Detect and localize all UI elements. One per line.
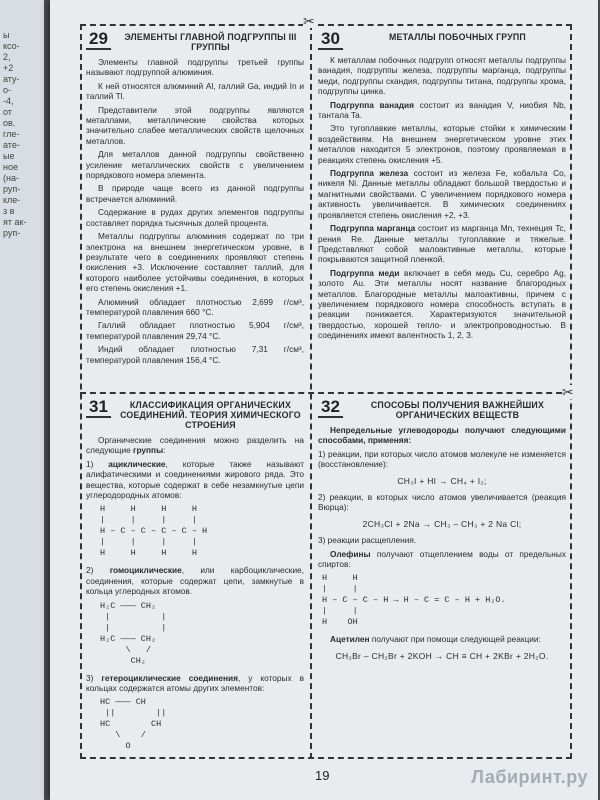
structural-formula: HC ——— CH || || HC CH \ / O <box>100 697 167 752</box>
card-lead: Непредельные углеводороды получают следующими способами, применяя: <box>318 425 566 446</box>
subgroup-text: состоит из железа Fe, кобальта Co, никеля Ni. Данные металлы обладают большой твердостью и магнитными свойствами. С увеличением порядкового номера активность увеличивается. В химических соединениях проявляется степень окисления +2, +3. <box>318 168 566 220</box>
paragraph: Алюминий обладает плотностью 2,699 г/см³, температурой плавления 660 °С. <box>86 296 304 317</box>
card-title: СПОСОБЫ ПОЛУЧЕНИЯ ВАЖНЕЙШИХ ОРГАНИЧЕСКИХ ВЕЩЕСТВ <box>370 400 545 420</box>
paragraph: Элементы главной подгруппы третьей группы называют подгруппой алюминия. <box>86 57 304 78</box>
card-title: КЛАССИФИКАЦИЯ ОРГАНИЧЕСКИХ СОЕДИНЕНИЙ. ТЕОРИЯ ХИМИЧЕСКОГО СТРОЕНИЯ <box>120 400 301 430</box>
subgroup-heading: Подгруппа ванадия <box>330 99 414 110</box>
card-31 <box>86 398 304 754</box>
prev-page-line: +2 <box>3 63 14 73</box>
card-intro: Органические соединения можно разделить на следующие группы: <box>86 435 304 456</box>
list-item: 1) ациклические, которые также называют алифатическими и соединениями жирового ряда. Это вещества, которые содержат в себе незамкнутые цепи углеродородных атомов: <box>86 458 304 501</box>
subgroup-paragraph <box>318 100 566 121</box>
scissors-icon: ✂ <box>562 384 574 400</box>
prev-page-line: гле- <box>3 129 20 139</box>
card-number: 30 <box>318 30 343 50</box>
subgroup-paragraph <box>318 168 566 220</box>
card-32 <box>318 398 566 754</box>
subgroup-heading: Подгруппа железа <box>330 168 409 179</box>
olefins-text: Олефины получают отщеплением воды от предельных спиртов: <box>318 548 566 570</box>
method-item: 1) реакции, при которых число атомов молекуле не изменяется (восстановление): <box>318 448 566 470</box>
subgroup-paragraph <box>318 223 566 265</box>
acetylene-text: Ацетилен получают при помощи следующей реакции: <box>330 634 541 645</box>
subgroup-text: включает в себя медь Cu, серебро Ag, золото Au. Эти металлы носят название благородных металлов. Благородные металлы малоактивны, причем с увеличением порядкового номера способность вступать в реакции понижается. Характеризуются значительной твердостью, хорошей тепло- и электропроводностью. В соединениях имеют валентность 1, 2, 3. <box>318 267 566 341</box>
prev-page-line: ату- <box>3 74 20 84</box>
prev-page-line: ате- <box>3 140 20 150</box>
prev-page-line: руп- <box>3 228 21 238</box>
paragraph: Содержание в рудах других элементов подгруппы составляет порядка тысячных долей процента. <box>86 207 304 228</box>
card-title: ЭЛЕМЕНТЫ ГЛАВНОЙ ПОДГРУППЫ III ГРУППЫ <box>124 32 297 52</box>
card-29 <box>86 30 304 386</box>
paragraph: В природе чаще всего из данной подгруппы встречается алюминий. <box>86 183 304 204</box>
prev-page-line: ые <box>3 151 15 161</box>
card-title: МЕТАЛЛЫ ПОБОЧНЫХ ГРУПП <box>389 32 526 42</box>
subgroup-paragraph <box>318 268 566 341</box>
horizontal-cut-line <box>80 392 572 394</box>
list-item: 3) гетероциклические соединения, у которых в кольцах содержатся атомы других элементов: <box>86 672 304 694</box>
card-intro: К металлам побочных подгрупп относят металлы подгруппы ванадия, подгруппы железа, подгруппы марганца, подгруппы меди, подгруппы скандия, подгруппы титана, подгруппы хрома, подгруппы цинка. <box>318 55 566 97</box>
scissors-icon: ✂ <box>303 13 315 29</box>
watermark: Лабиринт.ру <box>471 767 588 787</box>
subgroup-text: состоит из марганца Mn, технеция Tc, рения Re. Данные металлы тугоплавкие и тяжелые. Представляют собой малоактивные металлы, которые покрываются защитной пленкой. <box>318 223 566 265</box>
equation: CH₂Br – CH₂Br + 2KOH → CH ≡ CH + 2KBr + 2H₂O. <box>335 650 549 661</box>
method-item: 2) реакции, в которых число атомов увеличивается (реакция Вюрца): <box>318 492 566 513</box>
prev-page-line: ы <box>3 30 10 40</box>
card-body <box>318 100 566 341</box>
subgroup-heading: Подгруппа меди <box>330 267 400 278</box>
prev-page-line: ное <box>3 162 18 172</box>
subgroup-text: Это тугоплавкие металлы, которые стойки к химическим воздействиям. На внешнем энергетическом уровне этих металлов находится 5 электронов, поэтому проявляемая в реакциях степень окисления +5. <box>318 123 566 165</box>
subgroup-heading: Подгруппа марганца <box>330 223 416 234</box>
page-number: 19 <box>315 768 330 783</box>
card-number: 32 <box>318 398 343 418</box>
structural-formula: H H | | H – C – C – H → H – C = C – H + H₂O. | | H OH <box>322 573 506 628</box>
subgroup-paragraph <box>318 123 566 165</box>
equation: 2CH₃Cl + 2Na → CH₃ – CH₃ + 2 Na Cl; <box>362 518 522 529</box>
equation: CH₃I + HI → CH₄ + I₂; <box>397 475 487 486</box>
prev-page-line: з в <box>3 206 15 216</box>
page <box>50 0 598 800</box>
method-item: 3) реакции расщепления. <box>318 535 417 546</box>
previous-page-edge <box>0 0 44 800</box>
prev-page-line: кле- <box>3 195 21 205</box>
subgroup-text: состоит из ванадия V, ниобия Nb, тантала Ta. <box>318 99 566 121</box>
structural-formula: H H H H | | | | H – C – C – C – C – H | | | | H H H H <box>100 504 208 559</box>
paragraph: К ней относятся алюминий Al, галлий Ga, индий In и таллий Tl. <box>86 80 304 102</box>
card-body <box>86 57 304 365</box>
vertical-cut-line <box>310 24 312 759</box>
list-item: 2) гомоциклические, или карбоциклические, соединения, которые содержат цепи, замкнутые в кольца углеродных атомов. <box>86 565 304 597</box>
prev-page-line: руп- <box>3 184 21 194</box>
card-30 <box>318 30 566 386</box>
paragraph: Представители этой подгруппы являются металлами, металлические свойства которых значительно слабее металлических свойств щелочных металлов. <box>86 104 304 146</box>
structural-formula: H₂C ——— CH₂ | | | | H₂C ——— CH₂ \ / CH₂ <box>100 600 167 666</box>
card-number: 31 <box>86 398 111 418</box>
paragraph: Металлы подгруппы алюминия содержат по три электрона на внешнем энергетическом уровне, в результате чего в соединениях проявляют степень окисления +3. Исключение составляет таллий, для которого наиболее устойчивы соединения, в которых его степень окисления +1. <box>86 231 304 294</box>
prev-page-line: -4, <box>3 96 14 106</box>
prev-page-line: (на- <box>3 173 19 183</box>
prev-page-line: о- <box>3 85 12 95</box>
prev-page-line: 2, <box>3 52 11 62</box>
prev-page-line: ксо- <box>3 41 20 51</box>
prev-page-line: ят ак- <box>3 217 27 227</box>
paragraph: Индий обладает плотностью 7,31 г/см³, температурой плавления 156,4 °С. <box>86 344 304 365</box>
paragraph: Галлий обладает плотностью 5,904 г/см³, температурой плавления 29,74 °С. <box>86 320 304 341</box>
paragraph: Для металлов данной подгруппы свойственно усиление металлических свойств с увеличением порядкового номера элемента. <box>86 149 304 181</box>
prev-page-line: ов. <box>3 118 16 128</box>
card-number: 29 <box>86 30 111 50</box>
prev-page-line: от <box>3 107 12 117</box>
